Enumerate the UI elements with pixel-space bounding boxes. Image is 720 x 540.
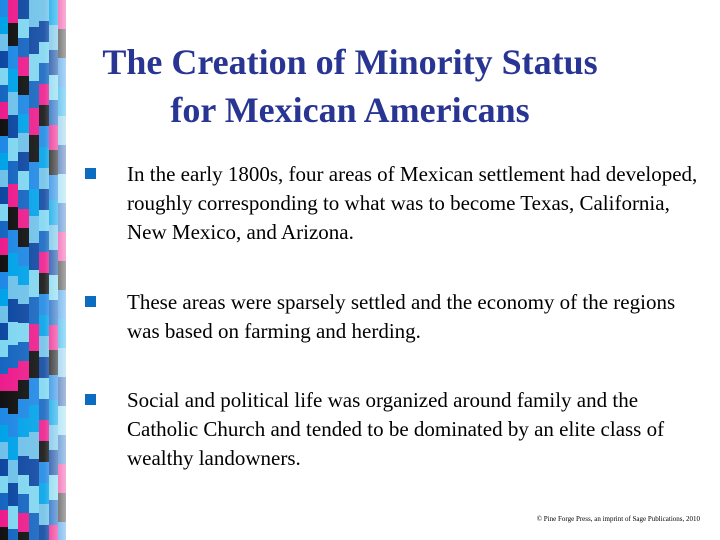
band-fade: [0, 0, 80, 540]
square-bullet-icon: [85, 168, 96, 179]
slide-title: [70, 38, 630, 134]
title-line-1: The Creation of Minority Status: [102, 42, 598, 82]
title-line-2: for Mexican Americans: [170, 90, 530, 130]
square-bullet-icon: [85, 394, 96, 405]
decorative-left-band: [0, 0, 80, 540]
square-bullet-icon: [85, 296, 96, 307]
bullet-text: Social and political life was organized around family and the Catholic Church and tended to be dominated by an elite class of wealthy landowners.: [127, 388, 665, 470]
copyright-notice: © Pine Forge Press, an imprint of Sage Publications, 2010: [536, 515, 700, 523]
bullet-text: These areas were sparsely settled and the economy of the regions was based on farming and herding.: [127, 290, 676, 343]
bullet-text: In the early 1800s, four areas of Mexican settlement had developed, roughly corresponding to what was to become Texas, California, New Mexico, and Arizona.: [127, 162, 698, 244]
